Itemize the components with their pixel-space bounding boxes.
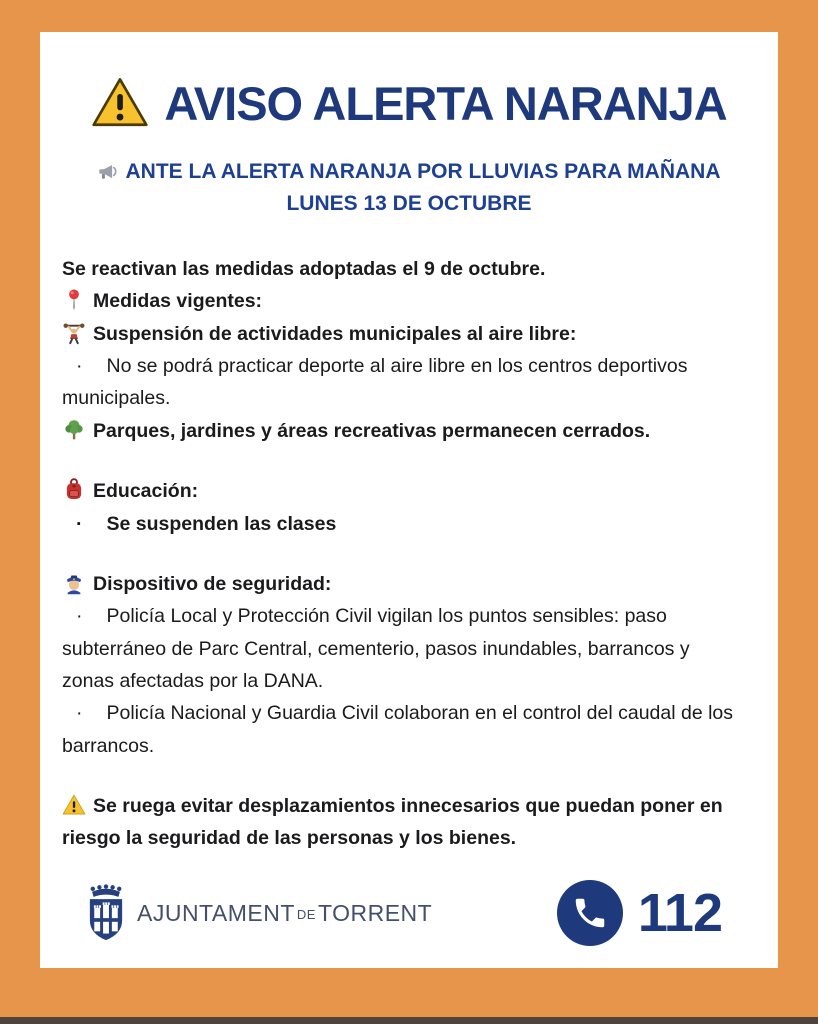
notice-text: Medidas vigentes:	[93, 290, 263, 313]
phone-icon	[557, 880, 623, 946]
subtitle-line-2: LUNES 13 DE OCTUBRE	[286, 191, 532, 215]
notice-line	[62, 253, 738, 285]
notice-text: Educación:	[93, 480, 199, 503]
notice-line	[62, 697, 738, 762]
notice-text: Dispositivo de seguridad:	[93, 572, 332, 595]
municipality-name-part1: AJUNTAMENT	[137, 899, 295, 926]
emergency-contact	[557, 880, 722, 946]
backpack-icon	[62, 480, 93, 502]
notice-text: Policía Local y Protección Civil vigilan los puntos sensibles: paso subterráneo de Parc Central, cementerio, pasos inundables, barrancos y zonas afectadas por la DANA.	[62, 605, 690, 692]
bullet-dot: ·	[76, 702, 83, 725]
municipality-logo	[84, 883, 432, 943]
notice-line	[62, 508, 738, 540]
notice-header	[40, 74, 778, 132]
bullet-dot: ·	[76, 355, 83, 378]
pushpin-icon	[62, 290, 93, 312]
notice-line	[62, 600, 738, 697]
warning-small-icon	[62, 795, 93, 817]
weightlifter-icon	[62, 323, 93, 345]
bullet-dot: ·	[76, 605, 83, 628]
tree-icon	[62, 420, 93, 442]
notice-line	[62, 415, 738, 447]
section-spacer	[62, 447, 738, 475]
section-spacer	[62, 762, 738, 790]
notice-line	[62, 318, 738, 350]
notice-text: Se reactivan las medidas adoptadas el 9 de octubre.	[62, 258, 546, 280]
municipality-name-connector: DE	[296, 906, 316, 922]
notice-line	[62, 790, 738, 855]
notice-text: Se ruega evitar desplazamientos innecesarios que puedan poner en riesgo la seguridad de las personas y los bienes.	[62, 795, 723, 850]
subtitle-line-1	[40, 156, 778, 188]
bullet-dot: ·	[76, 512, 83, 535]
notice-line	[62, 350, 738, 415]
notice-subtitle	[40, 156, 778, 219]
emergency-number: 112	[637, 883, 722, 943]
warning-triangle-icon	[91, 74, 149, 132]
subtitle-text-1: ANTE LA ALERTA NARANJA POR LLUVIAS PARA MAÑANA	[125, 160, 721, 183]
notice-text: Parques, jardines y áreas recreativas permanecen cerrados.	[93, 419, 651, 442]
notice-card	[40, 32, 778, 968]
police-officer-icon	[62, 573, 93, 595]
section-spacer	[62, 540, 738, 568]
page-title: AVISO ALERTA NARANJA	[164, 76, 727, 130]
notice-body	[62, 253, 738, 855]
notice-line	[62, 285, 738, 317]
municipality-name-part2: TORRENT	[317, 899, 433, 926]
notice-text: No se podrá practicar deporte al aire libre en los centros deportivos municipales.	[62, 355, 688, 410]
notice-text: Suspensión de actividades municipales al aire libre:	[93, 322, 577, 345]
megaphone-icon	[98, 160, 126, 183]
notice-text: Policía Nacional y Guardia Civil colaboran en el control del caudal de los barrancos.	[62, 702, 734, 757]
bottom-edge-strip	[0, 1017, 818, 1024]
municipality-name	[137, 900, 432, 927]
notice-line	[62, 568, 738, 600]
notice-footer	[84, 880, 722, 946]
notice-text: Se suspenden las clases	[106, 512, 337, 535]
notice-line	[62, 475, 738, 507]
coat-of-arms-icon	[84, 883, 128, 943]
